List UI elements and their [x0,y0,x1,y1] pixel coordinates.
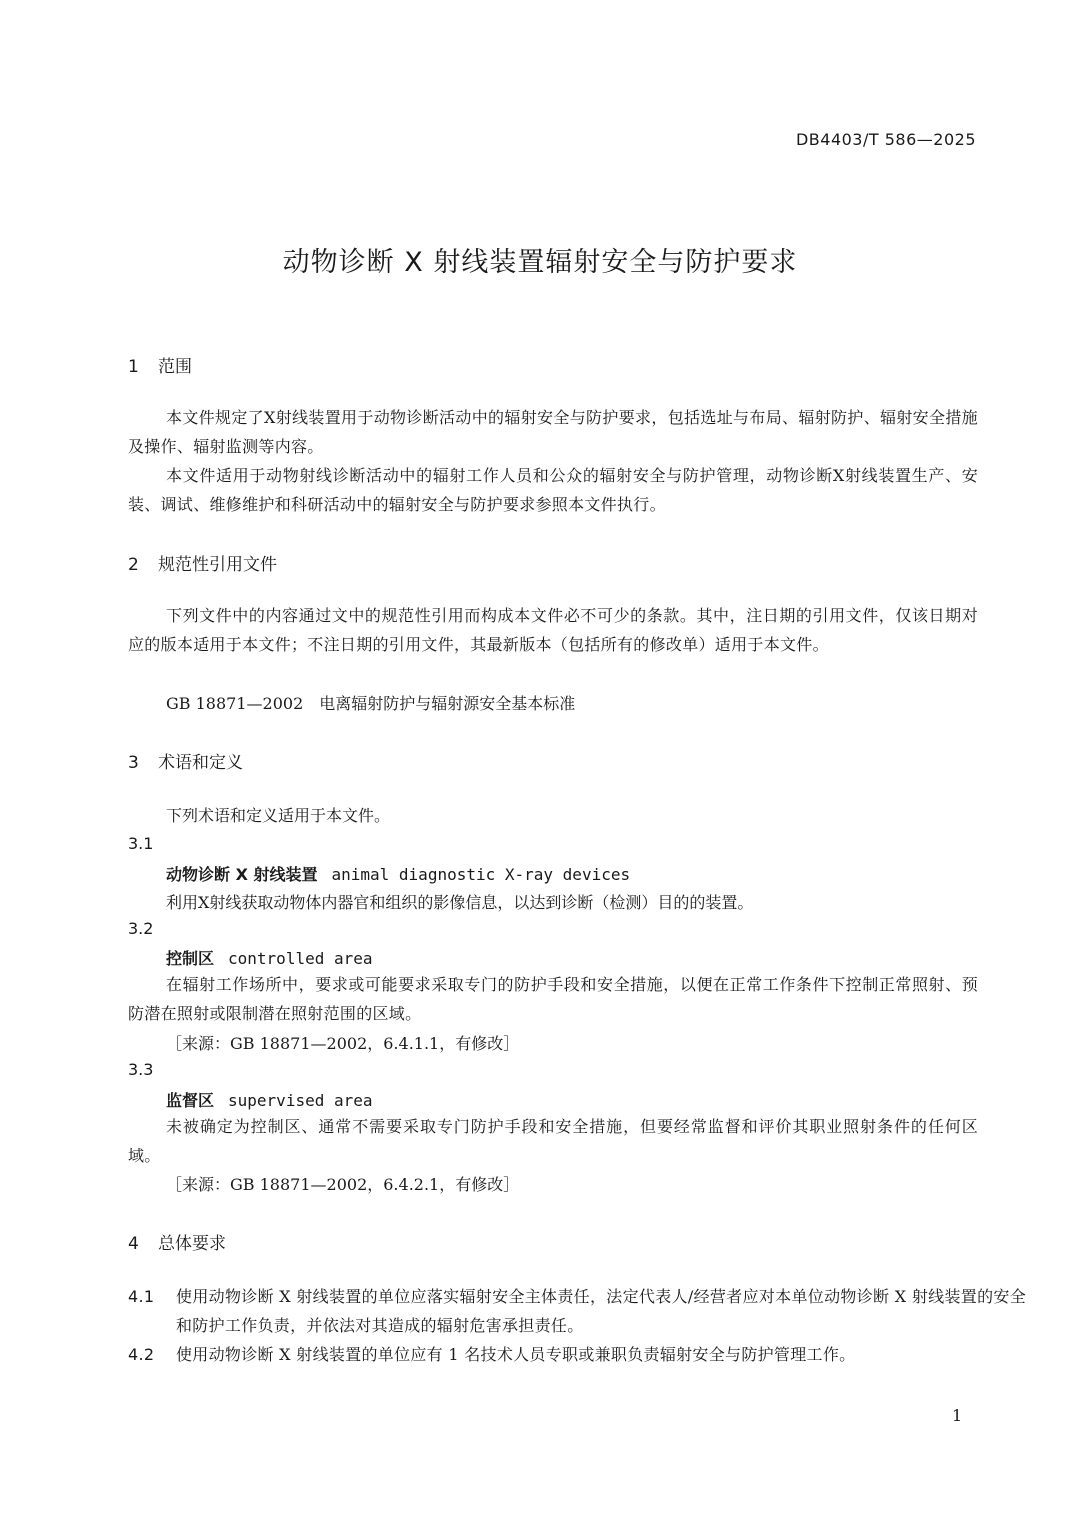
section-3-heading [128,748,243,773]
term-entry [166,1088,373,1111]
terms-intro: 下列术语和定义适用于本文件。 [166,806,391,825]
section-title: 术语和定义 [158,753,243,773]
section-title: 范围 [158,357,192,377]
section-number: 3 [128,753,139,773]
section-title: 规范性引用文件 [158,555,277,575]
term-source: ［来源：GB 18871—2002，6.4.2.1，有修改］ [166,1175,520,1194]
term-definition: 在辐射工作场所中，要求或可能要求采取专门的防护手段和安全措施，以便在正常工作条件下控制正常照射、预防潜在照射或限制潜在照射范围的区域。 [128,975,978,1023]
clause-number: 4.2 [128,1345,155,1364]
term-zh: 动物诊断 X 射线装置 [166,865,318,884]
clause-4-2 [128,1340,1026,1369]
normative-reference: GB 18871—2002 电离辐射防护与辐射源安全基本标准 [166,694,576,713]
clause-text: 使用动物诊断 X 射线装置的单位应有 1 名技术人员专职或兼职负责辐射安全与防护管理工作。 [176,1345,856,1364]
term-zh: 控制区 [166,949,215,968]
term-number: 3.1 [128,834,154,853]
document-title: 动物诊断 X 射线装置辐射安全与防护要求 [282,247,798,278]
term-entry [166,862,630,885]
section-number: 1 [128,357,139,377]
clause-4-1 [128,1282,1026,1340]
term-number: 3.3 [128,1060,154,1079]
standard-code: DB4403/T 586—2025 [795,130,976,149]
section-1-paragraph-1: 本文件规定了X射线装置用于动物诊断活动中的辐射安全与防护要求，包括选址与布局、辐射防护、辐射安全措施及操作、辐射监测等内容。 [128,408,978,456]
term-source: ［来源：GB 18871—2002，6.4.1.1，有修改］ [166,1034,520,1053]
term-en: supervised area [228,1091,373,1110]
section-title: 总体要求 [158,1234,226,1254]
term-en: controlled area [228,949,373,968]
term-en: animal diagnostic X-ray devices [331,865,631,884]
clause-number: 4.1 [128,1287,155,1306]
section-number: 2 [128,555,139,575]
term-entry [166,946,373,969]
clause-text: 使用动物诊断 X 射线装置的单位应落实辐射安全主体责任，法定代表人/经营者应对本单位动物诊断 X 射线装置的安全和防护工作负责，并依法对其造成的辐射危害承担责任。 [176,1287,1026,1335]
section-2-heading [128,550,277,575]
term-zh: 监督区 [166,1091,215,1110]
term-number: 3.2 [128,919,154,938]
page-number: 1 [952,1406,963,1425]
term-definition: 利用X射线获取动物体内器官和组织的影像信息，以达到诊断（检测）目的的装置。 [166,893,754,912]
term-definition: 未被确定为控制区、通常不需要采取专门防护手段和安全措施，但要经常监督和评价其职业照射条件的任何区域。 [128,1117,978,1165]
section-number: 4 [128,1234,139,1254]
section-1-heading [128,352,192,377]
section-2-paragraph: 下列文件中的内容通过文中的规范性引用而构成本文件必不可少的条款。其中，注日期的引用文件，仅该日期对应的版本适用于本文件；不注日期的引用文件，其最新版本（包括所有的修改单）适用于本文件。 [128,606,978,654]
section-1-paragraph-2: 本文件适用于动物射线诊断活动中的辐射工作人员和公众的辐射安全与防护管理，动物诊断X射线装置生产、安装、调试、维修维护和科研活动中的辐射安全与防护要求参照本文件执行。 [128,466,978,514]
section-4-heading [128,1229,226,1254]
